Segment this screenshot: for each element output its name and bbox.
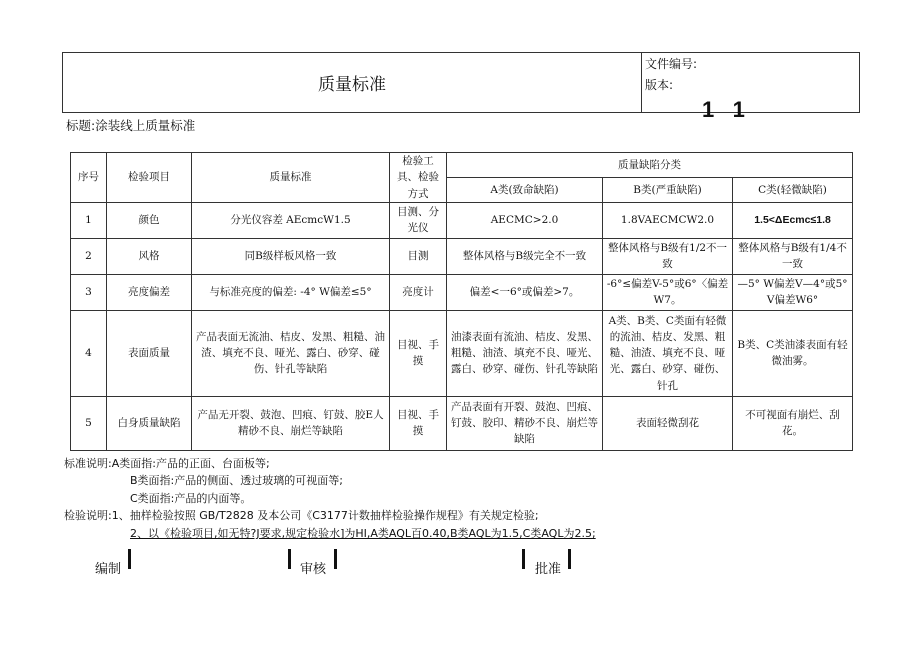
cell-class-c: B类、C类油漆表面有轻微油雾。 xyxy=(733,310,853,396)
cell-item: 颜色 xyxy=(107,202,192,238)
cell-standard: 同B级样板风格一致 xyxy=(192,238,390,274)
approved-by-field[interactable] xyxy=(568,549,571,569)
cell-class-a: 整体风格与B级完全不一致 xyxy=(447,238,603,274)
inspection-note-2: 2、以《检验项目,如无特?J要求,规定检验水]为HI,A类AQL百0.40,B类AQL为1.5,C类AQL为2.5; xyxy=(130,527,596,540)
cell-tool: 目测 xyxy=(390,238,447,274)
cell-class-c: 不可视面有崩烂、刮花。 xyxy=(733,396,853,450)
cell-no: 5 xyxy=(71,396,107,450)
cell-class-b: 1.8VAECMCW2.0 xyxy=(603,202,733,238)
cell-class-b: 整体风格与B级有1/2不一致 xyxy=(603,238,733,274)
cell-tool: 目视、手摸 xyxy=(390,310,447,396)
header-cell-standard: 质量标准 xyxy=(192,153,390,203)
inspection-note-1: 1、抽样检验按照 GB/T2828 及本公司《C3177计数抽样检验操作规程》有关规定检验; xyxy=(111,509,539,522)
table-row xyxy=(71,238,853,274)
cell-no: 4 xyxy=(71,310,107,396)
header-cell-item: 检验项目 xyxy=(107,153,192,203)
cell-tool: 目视、手摸 xyxy=(390,396,447,450)
cell-class-b: -6°≤偏差V-5°或6°〈偏差W7。 xyxy=(603,274,733,310)
review-divider xyxy=(288,549,291,569)
cell-no: 2 xyxy=(71,238,107,274)
approve-divider xyxy=(522,549,525,569)
cell-class-c: 1.5<ΔEcmc≤1.8 xyxy=(733,202,853,238)
cell-standard: 产品无开裂、鼓泡、凹痕、钉鼓、胶E人精砂不良、崩烂等缺陷 xyxy=(192,396,390,450)
header-divider xyxy=(641,52,642,113)
cell-item: 白身质量缺陷 xyxy=(107,396,192,450)
cell-tool: 目测、分光仪 xyxy=(390,202,447,238)
table-row xyxy=(71,310,853,396)
header-cell-tool: 检验工具、检验方式 xyxy=(390,153,447,203)
cell-item: 亮度偏差 xyxy=(107,274,192,310)
header-cell-defect-class: 质量缺陷分类 xyxy=(447,153,853,178)
table-row xyxy=(71,202,853,238)
cell-no: 3 xyxy=(71,274,107,310)
cell-no: 1 xyxy=(71,202,107,238)
cell-class-a: AECMC>2.0 xyxy=(447,202,603,238)
standard-note-c: C类面指:产品的内面等。 xyxy=(130,492,252,505)
prepared-by-field[interactable] xyxy=(128,549,131,569)
standard-note-a: A类面指:产品的正面、台面板等; xyxy=(111,457,270,470)
cell-class-a: 偏差<一6°或偏差>7。 xyxy=(447,274,603,310)
approved-by-label: 批准 xyxy=(535,562,562,577)
standard-note-b: B类面指:产品的侧面、透过玻璃的可视面等; xyxy=(130,474,343,487)
reviewed-by-label: 审核 xyxy=(300,562,327,577)
header-cell-no: 序号 xyxy=(71,153,107,203)
cell-standard: 与标准亮度的偏差: -4° W偏差≤5° xyxy=(192,274,390,310)
quality-table xyxy=(70,152,853,451)
header-cell-class-b: B类(严重缺陷) xyxy=(603,177,733,202)
standard-note-label: 标准说明:A类面指:产品的正面、台面板等; xyxy=(64,457,270,470)
cell-class-a: 产品表面有开裂、鼓泡、凹痕、钉鼓、胶印、精砂不良、崩烂等缺陷 xyxy=(447,396,603,450)
cell-standard: 分光仪容差 AEcmcW1.5 xyxy=(192,202,390,238)
header-cell-class-a: A类(致命缺陷) xyxy=(447,177,603,202)
document-subtitle: 标题:涂装线上质量标准 xyxy=(66,118,196,133)
version-value: 1 1 xyxy=(702,97,745,122)
prepared-by-label: 编制 xyxy=(95,562,122,577)
cell-item: 表面质量 xyxy=(107,310,192,396)
cell-item: 风格 xyxy=(107,238,192,274)
cell-class-a: 油漆表面有流油、桔皮、发黑、粗糙、油渣、填充不良、哑光、露白、砂穿、碰伤、针孔等缺陷 xyxy=(447,310,603,396)
cell-class-b: 表面轻微刮花 xyxy=(603,396,733,450)
table-row xyxy=(71,396,853,450)
cell-tool: 亮度计 xyxy=(390,274,447,310)
doc-number-label: 文件编号: xyxy=(645,57,698,71)
document-title: 质量标准 xyxy=(318,75,386,95)
table-row xyxy=(71,274,853,310)
cell-standard: 产品表面无流油、桔皮、发黑、粗糙、油渣、填充不良、哑光、露白、砂穿、碰伤、针孔等缺陷 xyxy=(192,310,390,396)
cell-class-c: 整体风格与B级有1/4不一致 xyxy=(733,238,853,274)
cell-class-b: A类、B类、C类面有轻微的流油、桔皮、发黑、粗糙、油渣、填充不良、哑光、露白、砂穿、碰伤、针孔 xyxy=(603,310,733,396)
header-cell-class-c: C类(轻微缺陷) xyxy=(733,177,853,202)
cell-class-c: —5° W偏差V—4°或5° V偏差W6° xyxy=(733,274,853,310)
inspection-note-label: 检验说明:1、抽样检验按照 GB/T2828 及本公司《C3177计数抽样检验操作规程》有关规定检验; xyxy=(64,509,539,522)
reviewed-by-field[interactable] xyxy=(334,549,337,569)
version-label: 版本: xyxy=(645,78,674,92)
